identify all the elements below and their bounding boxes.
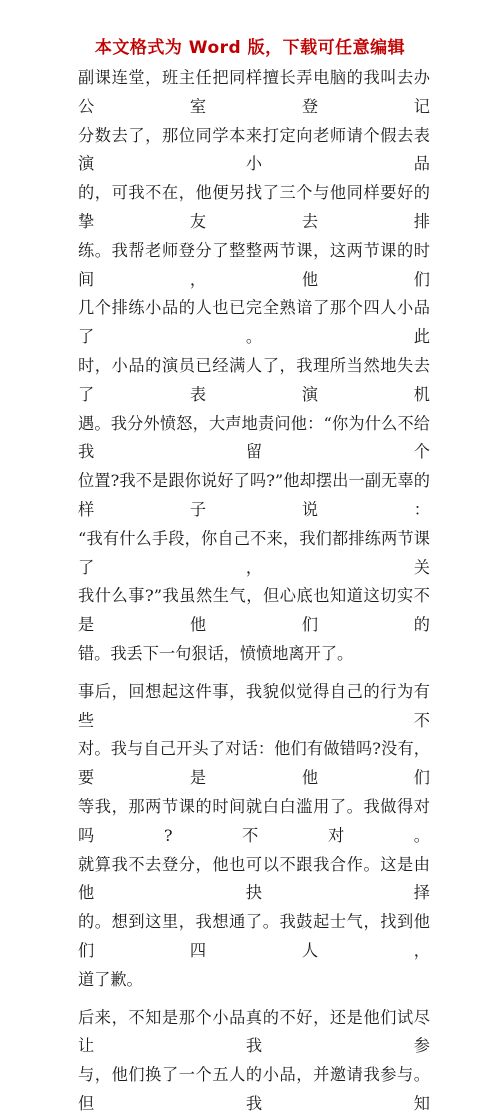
text-line: 几个排练小品的人也已完全熟谙了那个四人小品了。此: [78, 298, 430, 347]
text-line: 后来，不知是那个小品真的不好，还是他们试尽让我参: [78, 1007, 430, 1056]
text-line: 我什么事?”我虽然生气，但心底也知道这切实不是他们的: [78, 586, 430, 635]
text-line: 的。想到这里，我想通了。我鼓起士气，找到他们四人，: [78, 912, 430, 960]
text-line: 时，小品的演员已经满人了，我理所当然地失去了表演机: [78, 355, 430, 404]
text-line: 等我，那两节课的时间就白白滥用了。我做得对吗?不对。: [78, 796, 430, 845]
text-line: 对。我与自己开头了对话：他们有做错吗?没有，要是他们: [78, 739, 430, 788]
text-line: 就算我不去登分，他也可以不跟我合作。这是由他抉择: [78, 854, 430, 903]
document-title: 本文格式为 Word 版，下载可任意编辑: [94, 38, 406, 58]
text-line: 错。我丢下一句狠话，愤愤地离开了。: [78, 643, 354, 663]
paragraph-gap: [78, 995, 430, 1004]
text-line: 道了歉。: [78, 969, 143, 989]
text-line: 遇。我分外愤怒，大声地责问他：“你为什么不给我留个: [78, 413, 430, 462]
text-line: 副课连堂，班主任把同样擅长弄电脑的我叫去办公室登记: [78, 68, 430, 116]
text-line: 位置?我不是跟你说好了吗?”他却摆出一副无辜的样子说：: [78, 471, 430, 519]
document-body: [78, 64, 430, 1119]
paragraph-gap: [78, 669, 430, 678]
text-line: 的，可我不在，他便另找了三个与他同样要好的挚友去排: [78, 183, 430, 231]
text-line: “我有什么手段，你自己不来，我们都排练两节课了，关: [78, 528, 430, 577]
text-line: 分数去了，那位同学本来打定向老师请个假去表演小品: [78, 125, 430, 174]
text-line: 事后，回想起这件事，我貌似觉得自己的行为有些不: [78, 681, 430, 730]
text-line: 练。我帮老师登分了整整两节课，这两节课的时间，他们: [78, 240, 430, 289]
text-line: 与，他们换了一个五人的小品，并邀请我参与。但我知: [78, 1065, 430, 1113]
